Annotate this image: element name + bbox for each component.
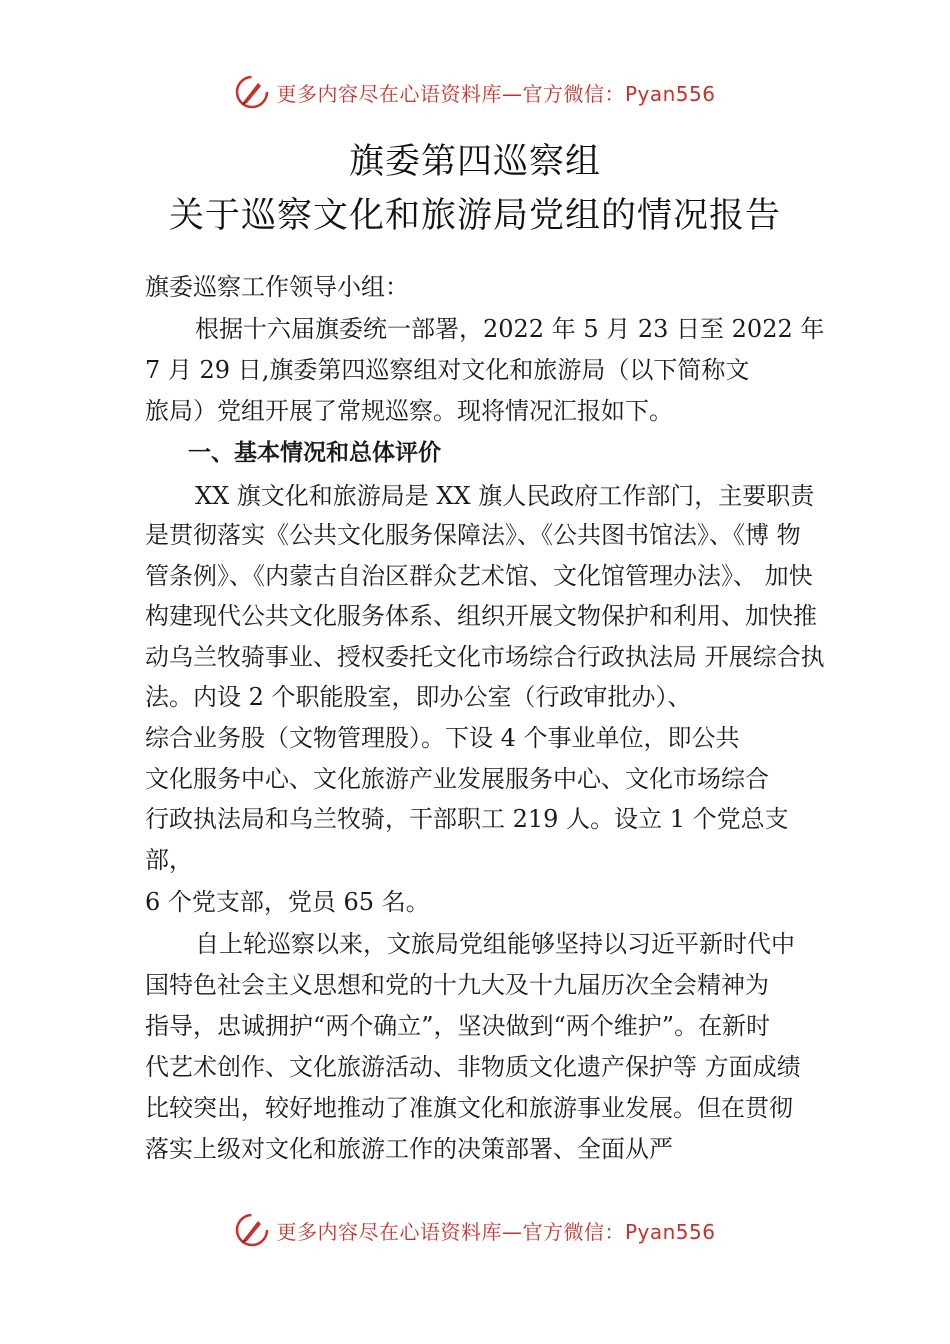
- pen-logo-icon: [234, 74, 270, 110]
- body-line: 文化服务中心、文化旅游产业发展服务中心、文化市场综合: [145, 765, 769, 793]
- watermark-banner-bottom: [0, 1210, 950, 1250]
- body-line: 部，: [145, 846, 193, 874]
- salutation: 旗委巡察工作领导小组：: [145, 273, 409, 301]
- body-line: 旅局）党组开展了常规巡察。现将情况汇报如下。: [145, 397, 673, 425]
- watermark-text: 更多内容尽在心语资料库—官方微信：Pyan556: [276, 1219, 716, 1244]
- body-line: 6 个党支部，党员 65 名。: [145, 888, 430, 916]
- section-heading: 一、基本情况和总体评价: [188, 440, 441, 466]
- body-line: 落实上级对文化和旅游工作的决策部署、全面从严: [145, 1135, 673, 1163]
- body-line: 7 月 29 日,旗委第四巡察组对文化和旅游局（以下简称文: [145, 356, 750, 384]
- body-line: 管条例》、《内蒙古自治区群众艺术馆、文化馆管理办法》、 加快: [145, 562, 813, 590]
- body-line: 国特色社会主义思想和党的十九大及十九届历次全会精神为: [145, 971, 769, 999]
- body-line: 动乌兰牧骑事业、授权委托文化市场综合行政执法局 开展综合执: [145, 643, 825, 671]
- pen-logo-icon: [234, 1212, 270, 1248]
- watermark-banner-top: [0, 72, 950, 112]
- body-line: 法。内设 2 个职能股室，即办公室（行政审批办）、: [145, 683, 692, 711]
- body-line: 综合业务股（文物管理股）。下设 4 个事业单位，即公共: [145, 724, 740, 752]
- body-line: 代艺术创作、文化旅游活动、非物质文化遗产保护等 方面成绩: [145, 1053, 801, 1081]
- body-line: 根据十六届旗委统一部署，2022 年 5 月 23 日至 2022 年: [195, 315, 825, 343]
- body-line: 自上轮巡察以来，文旅局党组能够坚持以习近平新时代中: [195, 930, 795, 958]
- document-title-line-2: 关于巡察文化和旅游局党组的情况报告: [168, 196, 781, 236]
- body-line: 构建现代公共文化服务体系、组织开展文物保护和利用、加快推: [145, 602, 817, 630]
- body-line: 是贯彻落实《公共文化服务保障法》、《公共图书馆法》、《博 物: [145, 521, 801, 549]
- document-title-line-1: 旗委第四巡察组: [348, 142, 601, 182]
- body-line: 指导，忠诚拥护“两个确立”，坚决做到“两个维护”。在新时: [145, 1012, 771, 1040]
- body-line: XX 旗文化和旅游局是 XX 旗人民政府工作部门，主要职责: [195, 482, 815, 510]
- body-line: 比较突出，较好地推动了准旗文化和旅游事业发展。但在贯彻: [145, 1094, 793, 1122]
- watermark-text: 更多内容尽在心语资料库—官方微信：Pyan556: [276, 81, 716, 106]
- body-line: 行政执法局和乌兰牧骑，干部职工 219 人。设立 1 个党总支: [145, 805, 789, 833]
